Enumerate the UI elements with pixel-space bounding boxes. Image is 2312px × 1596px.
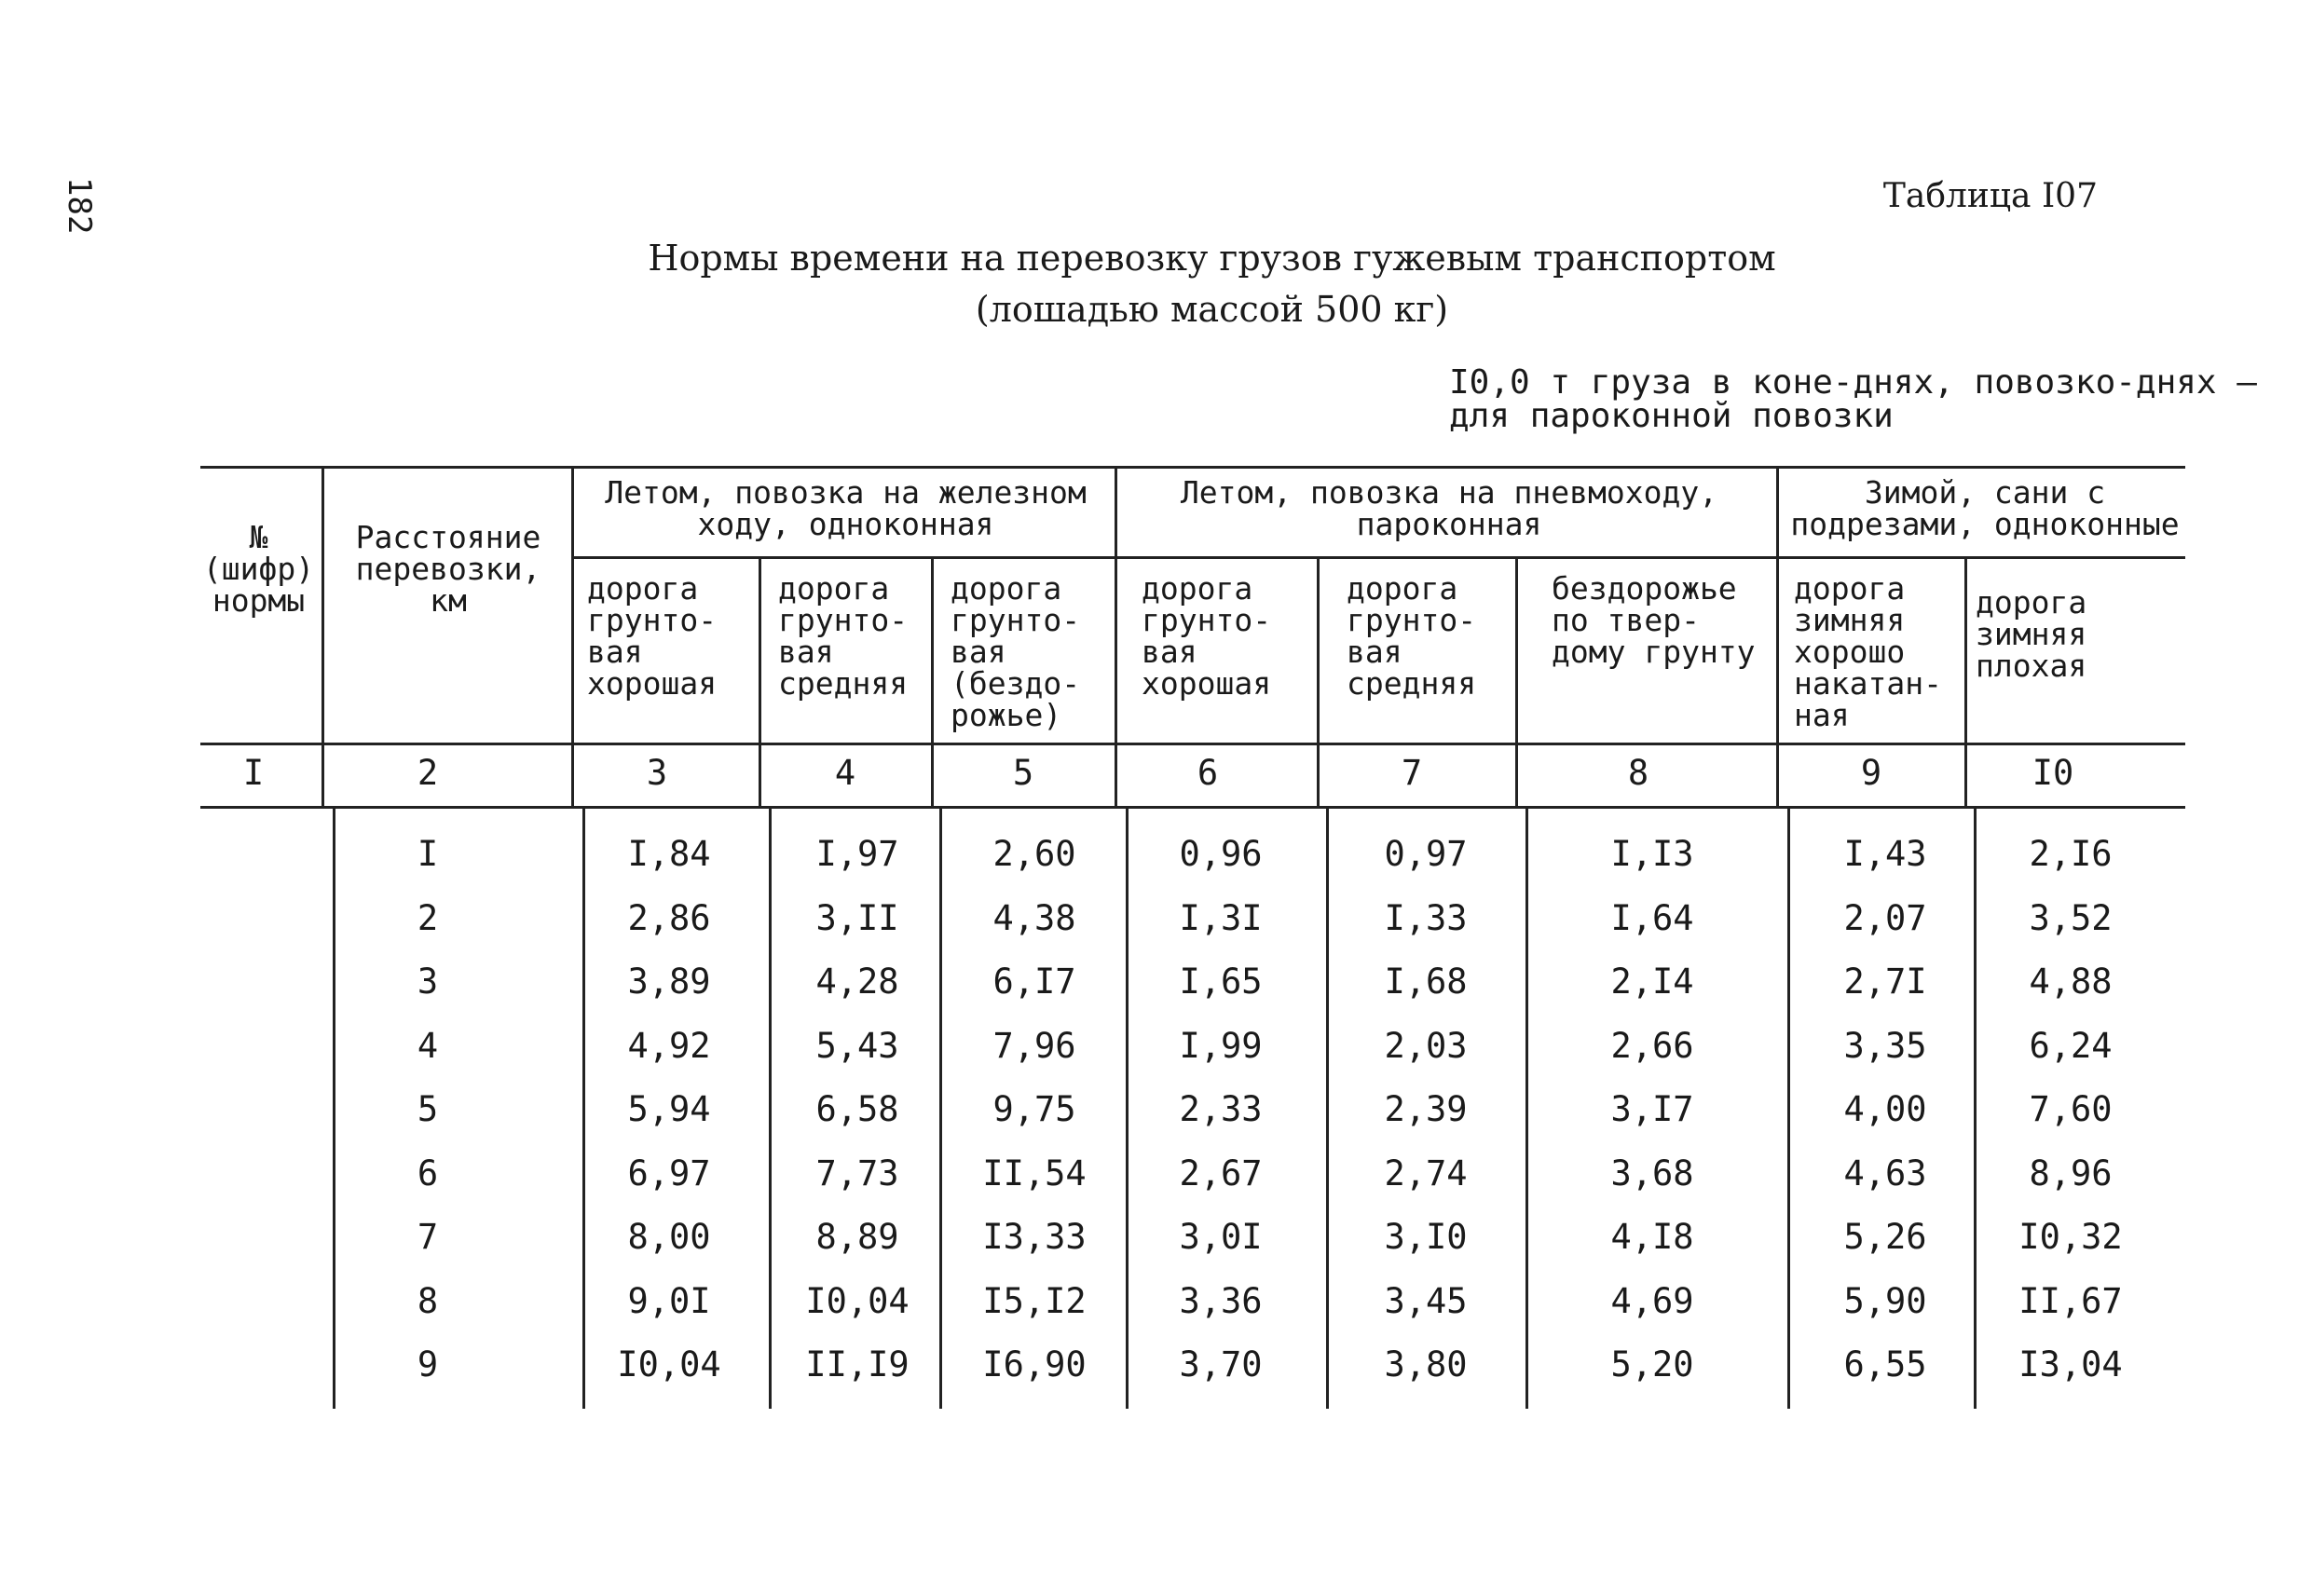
value-cell: 8,89	[815, 1217, 899, 1257]
value-cell: 9,75	[992, 1089, 1076, 1129]
value-cell: 2,I4	[1610, 962, 1694, 1002]
rule-v6	[1317, 556, 1320, 808]
rule-v9	[1964, 556, 1967, 808]
value-cell: 3,45	[1384, 1280, 1468, 1321]
unit-note	[1449, 363, 2257, 435]
value-cell: I,97	[815, 834, 899, 874]
value-cell: I3,04	[2018, 1344, 2123, 1385]
value-cell: 2,67	[1179, 1153, 1263, 1194]
distance-cell: 5	[417, 1089, 439, 1129]
rule-body-v3	[769, 808, 772, 1409]
value-cell: 3,70	[1179, 1344, 1263, 1385]
value-cell: I,84	[627, 834, 711, 874]
header-sub-7: дорога зимняя хорошо накатан- ная	[1794, 570, 1942, 733]
value-cell: 2,33	[1179, 1089, 1263, 1129]
value-cell: 4,63	[1843, 1153, 1927, 1194]
value-cell: 5,43	[815, 1025, 899, 1066]
value-cell: 3,36	[1179, 1280, 1263, 1321]
value-cell: I,99	[1179, 1025, 1263, 1066]
column-number: 5	[1012, 753, 1034, 793]
value-cell: I,3I	[1179, 897, 1263, 938]
value-cell: 8,96	[2029, 1153, 2113, 1194]
distance-cell: 8	[417, 1280, 439, 1321]
value-cell: 8,00	[627, 1217, 711, 1257]
distance-cell: 4	[417, 1025, 439, 1066]
value-cell: 6,I7	[992, 962, 1076, 1002]
column-number: I	[242, 753, 265, 793]
header-group-summer-iron: Летом, повозка на железном ходу, одноконная	[605, 474, 1087, 542]
rule-v4	[931, 556, 934, 808]
value-cell: 3,0I	[1179, 1217, 1263, 1257]
value-cell: I,64	[1610, 897, 1694, 938]
column-number: 6	[1197, 753, 1219, 793]
value-cell: 2,66	[1610, 1025, 1694, 1066]
value-cell: II,I9	[805, 1344, 910, 1385]
unit-note-line2: для пароконной повозки	[1449, 397, 1894, 435]
value-cell: 2,86	[627, 897, 711, 938]
value-cell: 5,26	[1843, 1217, 1927, 1257]
column-number: 2	[417, 753, 439, 793]
value-cell: I3,33	[982, 1217, 1087, 1257]
header-norm-number: № (шифр) нормы	[202, 519, 315, 619]
header-sub-4: дорога грунто- вая хорошая	[1142, 570, 1272, 702]
value-cell: 3,I0	[1384, 1217, 1468, 1257]
value-cell: 6,58	[815, 1089, 899, 1129]
rule-group	[573, 556, 2185, 559]
value-cell: I0,32	[2018, 1217, 2123, 1257]
value-cell: 2,39	[1384, 1089, 1468, 1129]
value-cell: 4,28	[815, 962, 899, 1002]
header-sub-5: дорога грунто- вая средняя	[1347, 570, 1477, 702]
value-cell: I0,04	[617, 1344, 721, 1385]
distance-cell: 9	[417, 1344, 439, 1385]
header-distance: Расстояние перевозки, км	[355, 519, 541, 619]
rule-body-v8	[1787, 808, 1790, 1409]
value-cell: 3,II	[815, 897, 899, 938]
value-cell: 3,52	[2029, 897, 2113, 938]
rule-body-v5	[1126, 808, 1129, 1409]
value-cell: I5,I2	[982, 1280, 1087, 1321]
value-cell: I0,04	[805, 1280, 910, 1321]
table-subtitle: (лошадью массой 500 кг)	[975, 289, 1449, 330]
column-number: 7	[1401, 753, 1423, 793]
column-number: 8	[1627, 753, 1649, 793]
rule-v3	[759, 556, 761, 808]
distance-cell: 7	[417, 1217, 439, 1257]
value-cell: 3,68	[1610, 1153, 1694, 1194]
value-cell: 2,I6	[2029, 834, 2113, 874]
rule-v7	[1515, 556, 1518, 808]
distance-cell: 2	[417, 897, 439, 938]
value-cell: 4,88	[2029, 962, 2113, 1002]
column-number: 4	[834, 753, 856, 793]
rule-body-v9	[1974, 808, 1977, 1409]
value-cell: 5,20	[1610, 1344, 1694, 1385]
distance-cell: 3	[417, 962, 439, 1002]
value-cell: 6,55	[1843, 1344, 1927, 1385]
unit-note-line1: I0,0 т груза в коне-днях, повозко-днях –	[1449, 363, 2257, 402]
rule-body-v6	[1326, 808, 1329, 1409]
value-cell: 2,07	[1843, 897, 1927, 938]
table-label: Таблица I07	[1882, 177, 2098, 215]
value-cell: 4,I8	[1610, 1217, 1694, 1257]
value-cell: 3,35	[1843, 1025, 1927, 1066]
header-sub-2: дорога грунто- вая средняя	[778, 570, 909, 702]
value-cell: 0,97	[1384, 834, 1468, 874]
value-cell: 5,90	[1843, 1280, 1927, 1321]
rule-header-bottom	[200, 743, 2185, 745]
value-cell: 3,80	[1384, 1344, 1468, 1385]
distance-cell: I	[417, 834, 439, 874]
value-cell: 4,38	[992, 897, 1076, 938]
rule-top	[200, 466, 2185, 469]
value-cell: 5,94	[627, 1089, 711, 1129]
value-cell: II,67	[2018, 1280, 2123, 1321]
rule-v2	[571, 466, 574, 808]
table-title: Нормы времени на перевозку грузов гужевым транспортом	[648, 238, 1776, 279]
value-cell: 2,03	[1384, 1025, 1468, 1066]
value-cell: 2,74	[1384, 1153, 1468, 1194]
value-cell: 7,96	[992, 1025, 1076, 1066]
value-cell: I,65	[1179, 962, 1263, 1002]
value-cell: 7,60	[2029, 1089, 2113, 1129]
column-number: 9	[1860, 753, 1882, 793]
header-sub-8: дорога зимняя плохая	[1976, 584, 2087, 684]
page-number: 182	[61, 177, 98, 235]
value-cell: 6,24	[2029, 1025, 2113, 1066]
value-cell: 0,96	[1179, 834, 1263, 874]
value-cell: I,I3	[1610, 834, 1694, 874]
distance-cell: 6	[417, 1153, 439, 1194]
value-cell: 2,7I	[1843, 962, 1927, 1002]
column-number: 3	[646, 753, 668, 793]
value-cell: 2,60	[992, 834, 1076, 874]
column-number: I0	[2032, 753, 2074, 793]
header-group-summer-pneumatic: Летом, повозка на пневмоходу, пароконная	[1180, 474, 1718, 542]
value-cell: I,43	[1843, 834, 1927, 874]
rule-body-v1	[333, 808, 335, 1409]
value-cell: I,68	[1384, 962, 1468, 1002]
value-cell: 9,0I	[627, 1280, 711, 1321]
header-sub-1: дорога грунто- вая хорошая	[587, 570, 718, 702]
header-sub-6: бездорожье по твер- дому грунту	[1552, 570, 1756, 670]
value-cell: 3,I7	[1610, 1089, 1694, 1129]
header-group-winter-sledge: Зимой, сани с подрезами, одноконные	[1790, 474, 2180, 542]
value-cell: 3,89	[627, 962, 711, 1002]
value-cell: II,54	[982, 1153, 1087, 1194]
value-cell: I,33	[1384, 897, 1468, 938]
value-cell: 4,00	[1843, 1089, 1927, 1129]
value-cell: 6,97	[627, 1153, 711, 1194]
value-cell: I6,90	[982, 1344, 1087, 1385]
rule-v8	[1776, 466, 1779, 808]
rule-v5	[1115, 466, 1117, 808]
value-cell: 7,73	[815, 1153, 899, 1194]
header-sub-3: дорога грунто- вая (бездо- рожье)	[951, 570, 1081, 733]
rule-body-v7	[1525, 808, 1528, 1409]
value-cell: 4,92	[627, 1025, 711, 1066]
value-cell: 4,69	[1610, 1280, 1694, 1321]
rule-numbers-bottom	[200, 806, 2185, 809]
